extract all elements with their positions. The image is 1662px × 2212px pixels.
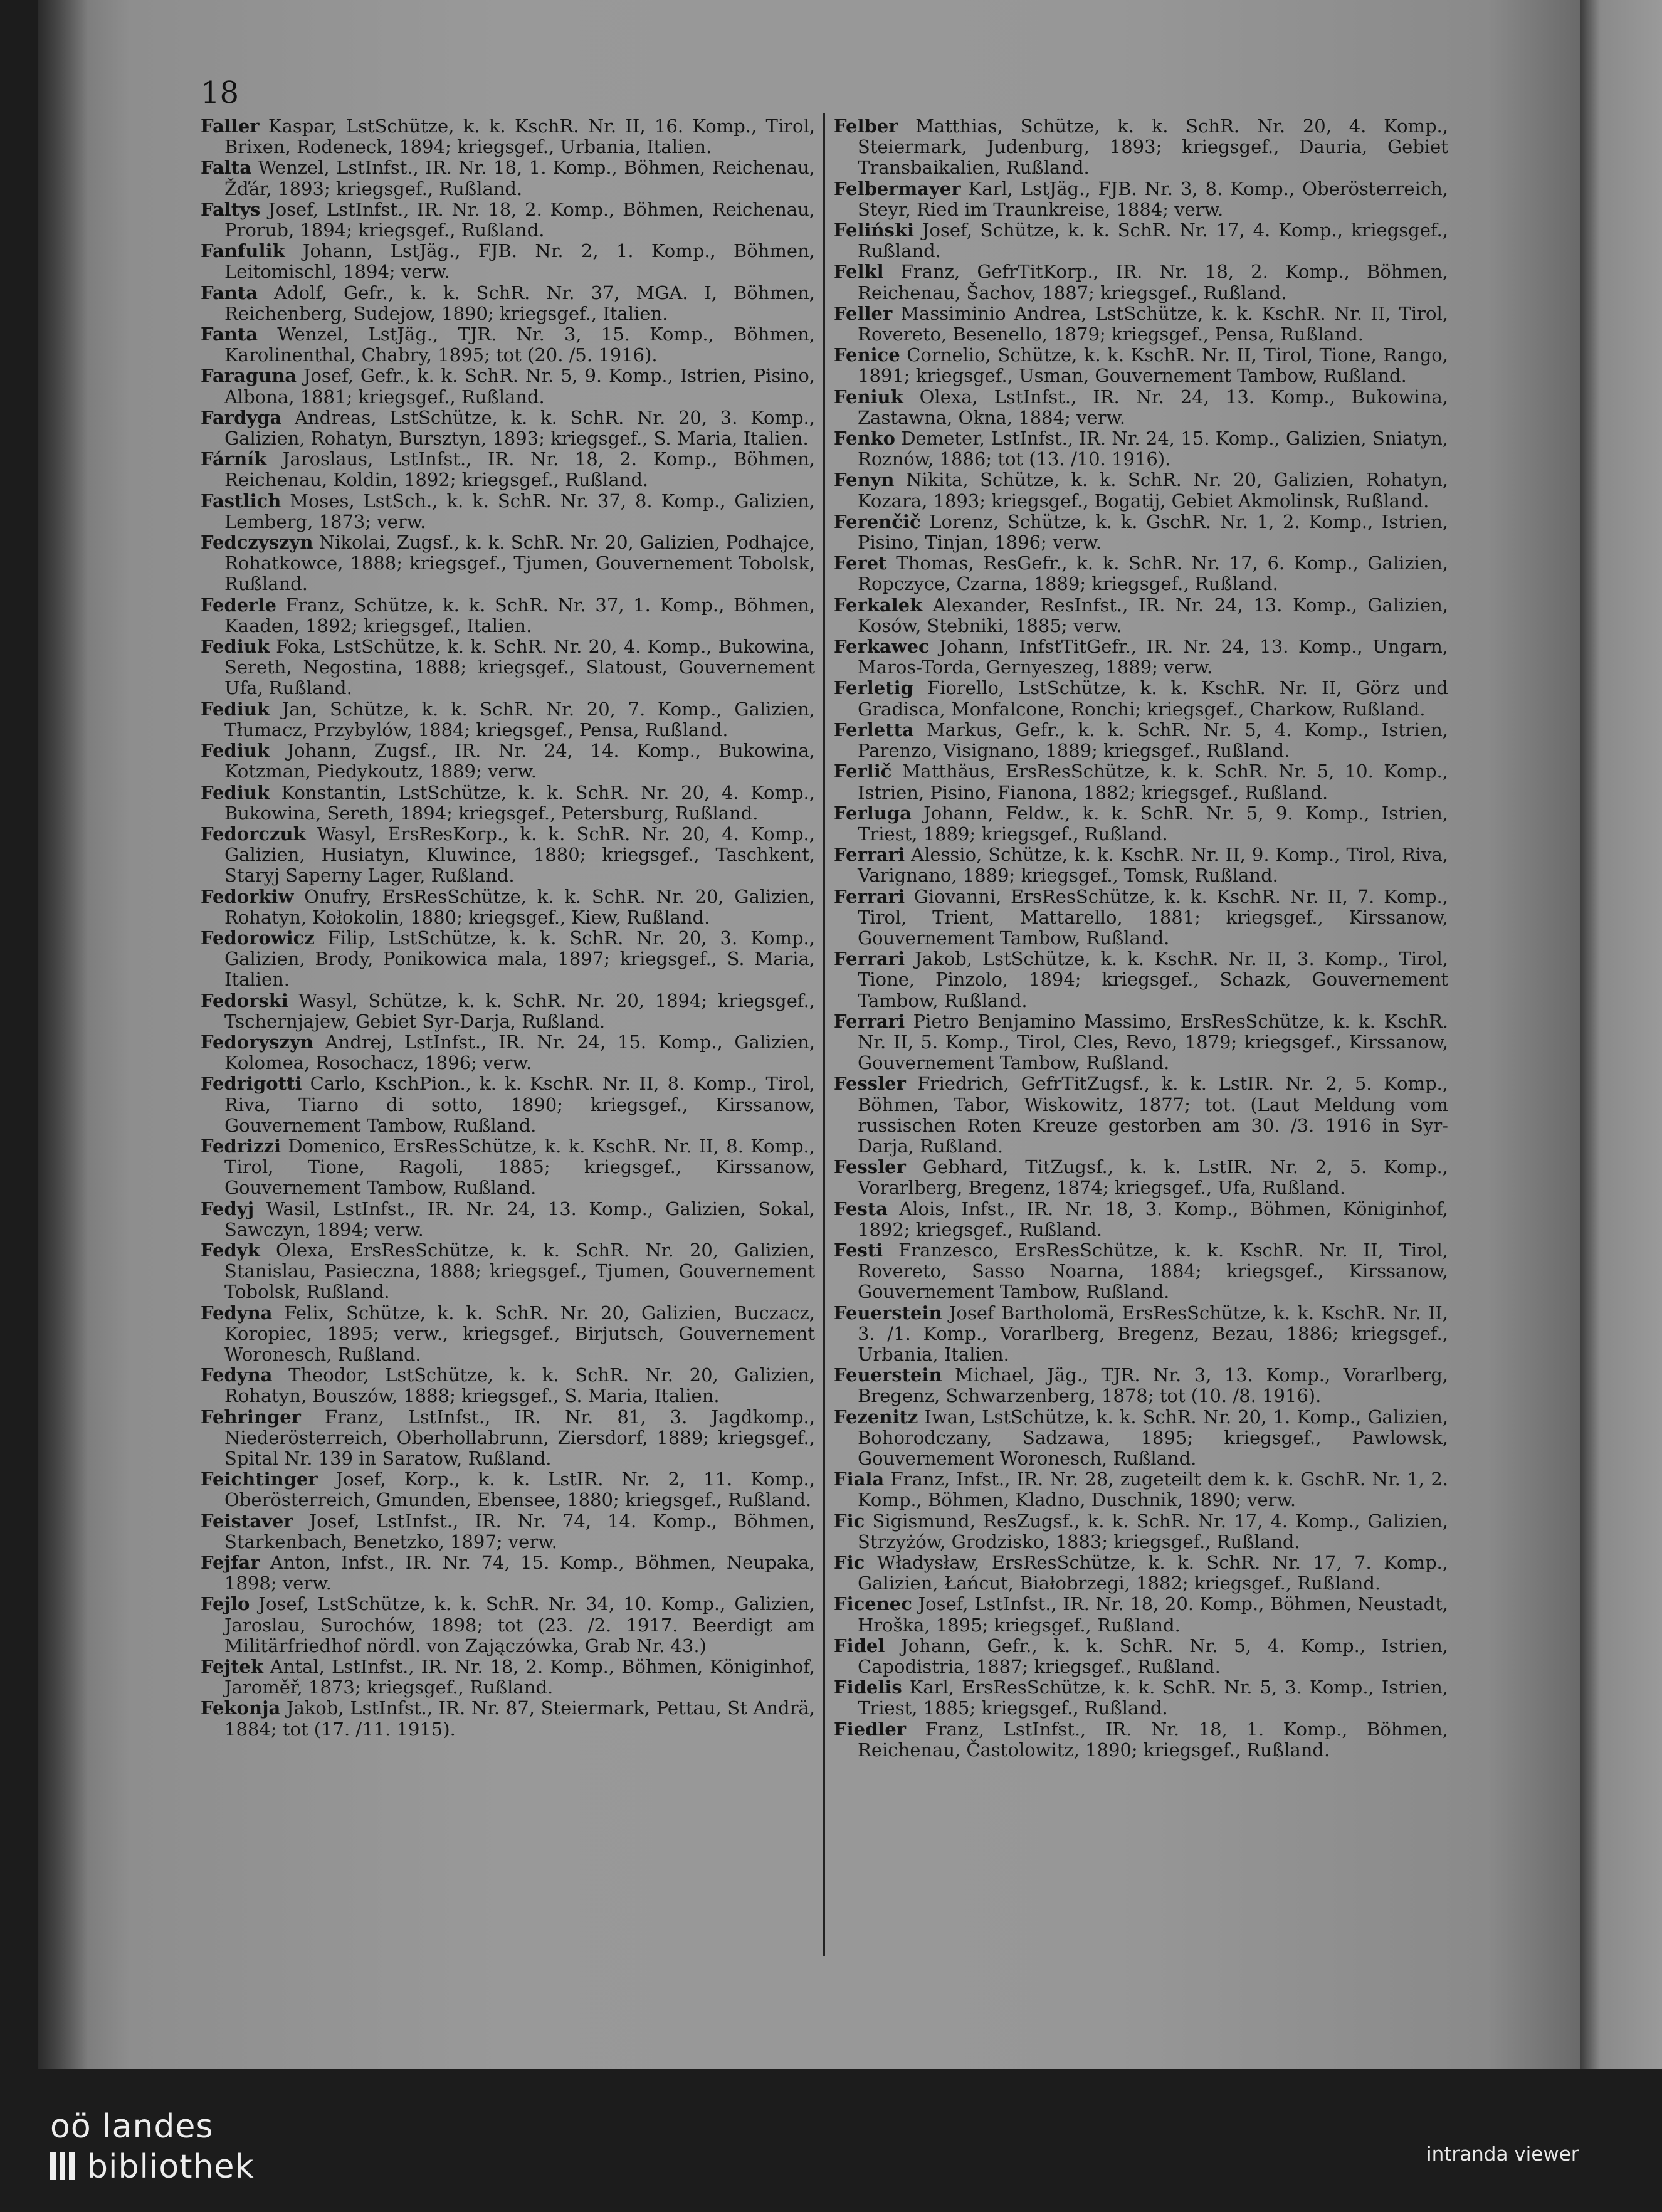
entry-surname: Ferlič xyxy=(834,761,892,782)
entry-surname: Fessler xyxy=(834,1156,906,1178)
entry-surname: Fekonja xyxy=(201,1697,281,1719)
entry-details: Josef, LstInfst., IR. Nr. 18, 2. Komp., Böhmen, Reichenau, Prorub, 1894; kriegsgef., Rußland. xyxy=(224,198,815,241)
register-entry xyxy=(834,1365,1448,1406)
entry-surname: Fenice xyxy=(834,344,900,366)
register-entry xyxy=(834,636,1448,678)
entry-details: Johann, InfstTitGefr., IR. Nr. 24, 13. Komp., Ungarn, Maros-Torda, Gernyeszeg, 1889; verw. xyxy=(858,636,1448,678)
register-entry xyxy=(834,553,1448,594)
entry-details: Alois, Infst., IR. Nr. 18, 3. Komp., Böhmen, Königinhof, 1892; kriegsgef., Rußland. xyxy=(858,1198,1448,1240)
logo-bars-icon xyxy=(50,2147,78,2187)
register-entry xyxy=(201,928,815,991)
entry-details: Felix, Schütze, k. k. SchR. Nr. 20, Galizien, Buczacz, Koropiec, 1895; verw., kriegsgef., Birjutsch, Gouvernement Woronesch, Rußland. xyxy=(224,1302,815,1365)
entry-details: Franz, LstInfst., IR. Nr. 81, 3. Jagdkomp., Niederösterreich, Oberhollabrunn, Ziersdorf, 1889; kriegsgef., Spital Nr. 139 in Saratow, Rußland. xyxy=(224,1406,815,1469)
logo-text-line1: oö landes xyxy=(50,2108,214,2146)
entry-details: Jan, Schütze, k. k. SchR. Nr. 20, 7. Komp., Galizien, Tłumacz, Przybylów, 1884; kriegsgef., Pensa, Rußland. xyxy=(224,698,815,740)
register-entry xyxy=(201,199,815,241)
entry-details: Jakob, LstInfst., IR. Nr. 87, Steiermark, Pettau, St Andrä, 1884; tot (17. /11. 1915). xyxy=(224,1697,815,1740)
register-entry xyxy=(201,1511,815,1552)
entry-surname: Felkl xyxy=(834,261,884,283)
entry-details: Fiorello, LstSchütze, k. k. KschR. Nr. II, Görz und Gradisca, Monfalcone, Ronchi; kriegsgef., Charkow, Rußland. xyxy=(858,677,1448,720)
register-entry xyxy=(834,220,1448,261)
register-entry xyxy=(834,303,1448,345)
register-entry xyxy=(834,595,1448,636)
register-entry xyxy=(834,1240,1448,1303)
entry-details: Konstantin, LstSchütze, k. k. SchR. Nr. 20, 4. Komp., Bukowina, Sereth, 1894; kriegsgef., Petersburg, Rußland. xyxy=(224,781,815,824)
entry-surname: Felbermayer xyxy=(834,177,961,199)
entry-surname: Fiala xyxy=(834,1468,885,1490)
entry-details: Wenzel, LstJäg., TJR. Nr. 3, 15. Komp., Böhmen, Karolinenthal, Chabry, 1895; tot (20. /5. 1916). xyxy=(224,324,815,366)
entry-details: Johann, Feldw., k. k. SchR. Nr. 5, 9. Komp., Istrien, Triest, 1889; kriegsgef., Rußland. xyxy=(858,802,1448,845)
entry-surname: Festa xyxy=(834,1198,888,1219)
entry-surname: Fedczyszyn xyxy=(201,532,313,554)
entry-details: Andreas, LstSchütze, k. k. SchR. Nr. 20, 3. Komp., Galizien, Rohatyn, Bursztyn, 1893; kriegsgef., S. Maria, Italien. xyxy=(224,406,815,450)
entry-details: Jaroslaus, LstInfst., IR. Nr. 18, 2. Komp., Böhmen, Reichenau, Koldin, 1892; kriegsgef., Rußland. xyxy=(224,448,815,491)
register-entry xyxy=(201,1199,815,1240)
register-entry xyxy=(201,116,815,157)
entry-surname: Fedyk xyxy=(201,1239,260,1261)
entry-surname: Ferkalek xyxy=(834,594,923,616)
entry-details: Wasyl, Schütze, k. k. SchR. Nr. 20, 1894; kriegsgef., Tschernjajew, Gebiet Syr-Darja, Rußland. xyxy=(224,989,815,1032)
entry-details: Nikolai, Zugsf., k. k. SchR. Nr. 20, Galizien, Podhajce, Rohatkowce, 1888; kriegsgef., Tjumen, Gouvernement Tobolsk, Rußland. xyxy=(224,532,815,595)
entry-surname: Ferrari xyxy=(834,1010,905,1032)
entry-surname: Ferkawec xyxy=(834,636,930,658)
entry-surname: Felber xyxy=(834,115,898,137)
entry-details: Josef, Gefr., k. k. SchR. Nr. 5, 9. Komp., Istrien, Pisino, Albona, 1881; kriegsgef., Rußland. xyxy=(224,365,815,408)
entry-details: Franz, Schütze, k. k. SchR. Nr. 37, 1. Komp., Böhmen, Kaaden, 1892; kriegsgef., Italien. xyxy=(224,594,815,636)
register-entry xyxy=(201,1240,815,1303)
entry-details: Josef, LstSchütze, k. k. SchR. Nr. 34, 10. Komp., Galizien, Jaroslau, Surochów, 1898; tot (23. /2. 1917. Beerdigt am Militärfriedhof nördl. von Zajączówka, Grab Nr. 43.) xyxy=(224,1593,815,1656)
entry-details: Thomas, ResGefr., k. k. SchR. Nr. 17, 6. Komp., Galizien, Ropczyce, Czarna, 1889; kriegsgef., Rußland. xyxy=(858,552,1448,595)
entry-surname: Feistaver xyxy=(201,1510,293,1532)
entry-details: Iwan, LstSchütze, k. k. SchR. Nr. 20, 1. Komp., Galizien, Bohorodczany, Sadzawa, 1895; kriegsgef., Pawlowsk, Gouvernement Woronesch, Rußland. xyxy=(858,1406,1448,1469)
entry-details: Michael, Jäg., TJR. Nr. 3, 13. Komp., Vorarlberg, Bregenz, Schwarzenberg, 1878; tot (10. /8. 1916). xyxy=(858,1364,1448,1407)
register-entry xyxy=(834,720,1448,761)
entry-details: Sigismund, ResZugsf., k. k. SchR. Nr. 17, 4. Komp., Galizien, Strzyżów, Grodzisko, 1883; kriegsgef., Rußland. xyxy=(858,1510,1448,1552)
entry-surname: Fidelis xyxy=(834,1677,902,1698)
register-entry xyxy=(201,991,815,1032)
entry-surname: Fediuk xyxy=(201,636,270,658)
entry-surname: Ferletta xyxy=(834,719,914,740)
register-entry xyxy=(834,387,1448,428)
register-entry xyxy=(201,1032,815,1073)
register-entry xyxy=(201,241,815,282)
entry-surname: Fediuk xyxy=(201,698,270,720)
register-entry xyxy=(201,1136,815,1199)
register-entry xyxy=(834,428,1448,470)
entry-surname: Fiedler xyxy=(834,1718,907,1740)
entry-details: Massiminio Andrea, LstSchütze, k. k. KschR. Nr. II, Tirol, Rovereto, Besenello, 1879; kriegsgef., Pensa, Rußland. xyxy=(858,302,1448,345)
entry-details: Wasyl, ErsResKorp., k. k. SchR. Nr. 20, 4. Komp., Galizien, Husiatyn, Kluwince, 1880; kriegsgef., Taschkent, Staryj Saperny Lager, Rußland. xyxy=(224,823,815,887)
entry-details: Franz, GefrTitKorp., IR. Nr. 18, 2. Komp., Böhmen, Reichenau, Šachov, 1887; kriegsgef., Rußland. xyxy=(858,261,1448,303)
entry-details: Foka, LstSchütze, k. k. SchR. Nr. 20, 4. Komp., Bukowina, Sereth, Negostina, 1888; kriegsgef., Slatoust, Gouvernement Ufa, Rußland. xyxy=(224,636,815,699)
entry-details: Nikita, Schütze, k. k. SchR. Nr. 20, Galizien, Rohatyn, Kozara, 1893; kriegsgef., Bogatij, Gebiet Akmolinsk, Rußland. xyxy=(858,469,1448,512)
entry-details: Alessio, Schütze, k. k. KschR. Nr. II, 9. Komp., Tirol, Riva, Varignano, 1889; kriegsgef., Tomsk, Rußland. xyxy=(858,844,1448,887)
logo-text-line2: bibliothek xyxy=(87,2148,255,2186)
entry-details: Josef, Korp., k. k. LstIR. Nr. 2, 11. Komp., Oberösterreich, Gmunden, Ebensee, 1880; kriegsgef., Rußland. xyxy=(224,1468,815,1511)
entry-surname: Ferrari xyxy=(834,885,905,907)
entry-details: Jakob, LstSchütze, k. k. KschR. Nr. II, 3. Komp., Tirol, Tione, Pinzolo, 1894; kriegsgef., Schazk, Gouvernement Tambow, Rußland. xyxy=(858,948,1448,1011)
entry-details: Josef, Schütze, k. k. SchR. Nr. 17, 4. Komp., kriegsgef., Rußland. xyxy=(858,219,1448,262)
entry-details: Adolf, Gefr., k. k. SchR. Nr. 37, MGA. I, Böhmen, Reichenberg, Sudejow, 1890; kriegsgef., Italien. xyxy=(224,282,815,324)
entry-details: Onufry, ErsResSchütze, k. k. SchR. Nr. 20, Galizien, Rohatyn, Kołokolin, 1880; kriegsgef., Kiew, Rußland. xyxy=(224,885,815,928)
entry-details: Franz, Infst., IR. Nr. 28, zugeteilt dem k. k. GschR. Nr. 1, 2. Komp., Böhmen, Kladno, Duschnik, 1890; verw. xyxy=(858,1468,1448,1511)
entry-details: Pietro Benjamino Massimo, ErsResSchütze, k. k. KschR. Nr. II, 5. Komp., Tirol, Cles, Revo, 1879; kriegsgef., Kirssanow, Gouvernement Tambow, Rußland. xyxy=(858,1010,1448,1074)
entry-details: Carlo, KschPion., k. k. KschR. Nr. II, 8. Komp., Tirol, Riva, Tiarno di sotto, 1890; kriegsgef., Kirssanow, Gouvernement Tambow, Rußland. xyxy=(224,1073,815,1136)
entry-details: Franzesco, ErsResSchütze, k. k. KschR. Nr. II, Tirol, Rovereto, Sasso Noarna, 1884; kriegsgef., Kirssanow, Gouvernement Tambow, Rußland. xyxy=(858,1239,1448,1303)
entry-surname: Fedorkiw xyxy=(201,885,294,907)
entry-details: Franz, LstInfst., IR. Nr. 18, 1. Komp., Böhmen, Reichenau, Častolowitz, 1890; kriegsgef., Rußland. xyxy=(858,1718,1448,1761)
viewer-brand-label: intranda viewer xyxy=(1426,2143,1579,2166)
entry-surname: Fejlo xyxy=(201,1593,250,1615)
entry-details: Olexa, ErsResSchütze, k. k. SchR. Nr. 20, Galizien, Stanislau, Pasieczna, 1888; kriegsgef., Tjumen, Gouvernement Tobolsk, Rußland. xyxy=(224,1239,815,1303)
register-entry xyxy=(834,1719,1448,1761)
entry-details: Johann, Zugsf., IR. Nr. 24, 14. Komp., Bukowina, Kotzman, Piedykoutz, 1889; verw. xyxy=(224,740,815,782)
entry-surname: Ferletig xyxy=(834,677,913,699)
register-entry xyxy=(201,1073,815,1136)
entry-surname: Fedorski xyxy=(201,989,288,1011)
entry-surname: Fidel xyxy=(834,1635,885,1656)
adjacent-page-edge xyxy=(1580,0,1662,2069)
register-entry xyxy=(201,824,815,887)
entry-details: Gebhard, TitZugsf., k. k. LstIR. Nr. 2, 5. Komp., Vorarlberg, Bregenz, 1874; kriegsgef., Ufa, Rußland. xyxy=(858,1156,1448,1199)
entry-surname: Fedyj xyxy=(201,1198,255,1219)
entry-details: Cornelio, Schütze, k. k. KschR. Nr. II, Tirol, Tione, Rango, 1891; kriegsgef., Usman, Gouvernement Tambow, Rußland. xyxy=(858,344,1448,387)
register-entry xyxy=(834,1199,1448,1240)
entry-details: Moses, LstSch., k. k. SchR. Nr. 37, 8. Komp., Galizien, Lemberg, 1873; verw. xyxy=(224,490,815,532)
entry-surname: Fanta xyxy=(201,282,258,303)
entry-surname: Fedorczuk xyxy=(201,823,306,845)
entry-surname: Fedorowicz xyxy=(201,927,315,949)
entry-surname: Ferrari xyxy=(834,948,905,970)
register-entry xyxy=(834,1303,1448,1366)
register-entry xyxy=(201,157,815,199)
register-entry xyxy=(834,678,1448,719)
entry-surname: Fenko xyxy=(834,428,895,450)
entry-surname: Festi xyxy=(834,1239,883,1261)
register-entry xyxy=(834,1073,1448,1157)
entry-surname: Feliński xyxy=(834,219,915,241)
entry-surname: Ferrari xyxy=(834,844,905,866)
entry-surname: Faller xyxy=(201,115,260,137)
entry-details: Filip, LstSchütze, k. k. SchR. Nr. 20, 3. Komp., Galizien, Brody, Ponikowica mala, 1897; kriegsgef., S. Maria, Italien. xyxy=(224,927,815,991)
register-entry xyxy=(201,449,815,490)
page-number: 18 xyxy=(201,75,239,110)
register-entry xyxy=(834,1511,1448,1552)
register-entry xyxy=(834,1677,1448,1719)
register-entry xyxy=(834,1636,1448,1677)
register-entry xyxy=(834,1011,1448,1074)
entry-surname: Faltys xyxy=(201,198,261,220)
right-column xyxy=(834,116,1448,1761)
entry-surname: Fanta xyxy=(201,324,258,345)
entry-surname: Ficenec xyxy=(834,1593,912,1615)
entry-details: Anton, Infst., IR. Nr. 74, 15. Komp., Böhmen, Neupaka, 1898; verw. xyxy=(224,1552,815,1594)
entry-surname: Falta xyxy=(201,157,251,179)
register-entry xyxy=(834,1552,1448,1594)
register-entry xyxy=(201,324,815,366)
register-entry xyxy=(834,1469,1448,1510)
register-entry xyxy=(201,887,815,928)
library-logo[interactable] xyxy=(50,2107,255,2187)
register-entry xyxy=(834,512,1448,553)
entry-surname: Fejtek xyxy=(201,1656,263,1678)
left-column xyxy=(201,116,815,1740)
entry-details: Josef, LstInfst., IR. Nr. 18, 20. Komp., Böhmen, Neustadt, Hroška, 1895; kriegsgef., Rußland. xyxy=(858,1593,1448,1636)
register-entry xyxy=(201,1656,815,1698)
entry-details: Karl, ErsResSchütze, k. k. SchR. Nr. 5, 3. Komp., Istrien, Triest, 1885; kriegsgef., Rußland. xyxy=(858,1677,1448,1719)
entry-surname: Fedoryszyn xyxy=(201,1031,313,1053)
register-entry xyxy=(834,887,1448,949)
register-entry xyxy=(834,470,1448,511)
entry-surname: Fárník xyxy=(201,448,267,470)
register-entry xyxy=(834,261,1448,303)
register-entry xyxy=(201,491,815,532)
register-entry xyxy=(834,845,1448,886)
entry-details: Johann, LstJäg., FJB. Nr. 2, 1. Komp., Böhmen, Leitomischl, 1894; verw. xyxy=(224,240,815,283)
entry-details: Olexa, LstInfst., IR. Nr. 24, 13. Komp., Bukowina, Zastawna, Okna, 1884; verw. xyxy=(858,386,1448,428)
register-entry xyxy=(201,636,815,699)
register-entry xyxy=(201,1407,815,1470)
entry-surname: Faraguna xyxy=(201,365,297,387)
entry-surname: Fic xyxy=(834,1552,865,1574)
entry-surname: Fejfar xyxy=(201,1552,260,1574)
entry-surname: Feuerstein xyxy=(834,1302,942,1324)
entry-details: Johann, Gefr., k. k. SchR. Nr. 5, 4. Komp., Istrien, Capodistria, 1887; kriegsgef., Rußland. xyxy=(858,1635,1448,1678)
entry-details: Karl, LstJäg., FJB. Nr. 3, 8. Komp., Oberösterreich, Steyr, Ried im Traunkreise, 1884; verw. xyxy=(858,177,1448,220)
register-entry xyxy=(201,532,815,595)
entry-surname: Fenyn xyxy=(834,469,895,491)
entry-surname: Ferenčič xyxy=(834,510,921,532)
entry-surname: Feniuk xyxy=(834,386,903,408)
register-entry xyxy=(834,345,1448,386)
register-entry xyxy=(834,1407,1448,1470)
entry-details: Domenico, ErsResSchütze, k. k. KschR. Nr. II, 8. Komp., Tirol, Tione, Ragoli, 1885; kriegsgef., Kirssanow, Gouvernement Tambow, Rußland. xyxy=(224,1135,815,1199)
page-gutter-shadow xyxy=(38,0,88,2069)
entry-details: Władysław, ErsResSchütze, k. k. SchR. Nr. 17, 7. Komp., Galizien, Łańcut, Białobrzegi, 1882; kriegsgef., Rußland. xyxy=(858,1552,1448,1594)
entry-surname: Feret xyxy=(834,552,887,574)
register-entry xyxy=(201,1552,815,1594)
register-entry xyxy=(201,1594,815,1656)
entry-surname: Fezenitz xyxy=(834,1406,918,1428)
entry-details: Antal, LstInfst., IR. Nr. 18, 2. Komp., Böhmen, Königinhof, Jaroměř, 1873; kriegsgef., Rußland. xyxy=(224,1656,815,1698)
entry-surname: Federle xyxy=(201,594,276,616)
register-entry xyxy=(201,1698,815,1739)
entry-details: Matthias, Schütze, k. k. SchR. Nr. 20, 4. Komp., Steiermark, Judenburg, 1893; kriegsgef., Dauria, Gebiet Transbaikalien, Rußland. xyxy=(858,115,1448,179)
register-entry xyxy=(201,1469,815,1510)
register-entry xyxy=(834,179,1448,220)
register-entry xyxy=(201,699,815,740)
entry-surname: Fedrigotti xyxy=(201,1073,302,1095)
entry-details: Josef, LstInfst., IR. Nr. 74, 14. Komp., Böhmen, Starkenbach, Benetzko, 1897; verw. xyxy=(224,1510,815,1552)
register-entry xyxy=(834,1594,1448,1635)
entry-surname: Fediuk xyxy=(201,740,270,762)
entry-surname: Fedrizzi xyxy=(201,1135,281,1157)
entry-surname: Ferluga xyxy=(834,802,912,824)
entry-details: Matthäus, ErsResSchütze, k. k. SchR. Nr. 5, 10. Komp., Istrien, Pisino, Fianona, 1882; kriegsgef., Rußland. xyxy=(858,761,1448,803)
entry-surname: Fedyna xyxy=(201,1364,273,1386)
entry-details: Markus, Gefr., k. k. SchR. Nr. 5, 4. Komp., Istrien, Parenzo, Visignano, 1889; kriegsgef., Rußland. xyxy=(858,719,1448,762)
entry-details: Josef Bartholomä, ErsResSchütze, k. k. KschR. Nr. II, 3. /1. Komp., Vorarlberg, Bregenz, Bezau, 1886; kriegsgef., Urbania, Italien. xyxy=(858,1302,1448,1365)
register-entry xyxy=(834,1157,1448,1198)
entry-surname: Fanfulik xyxy=(201,240,285,262)
entry-details: Andrej, LstInfst., IR. Nr. 24, 15. Komp., Galizien, Kolomea, Rosochacz, 1896; verw. xyxy=(224,1031,815,1074)
register-entry xyxy=(201,782,815,824)
register-entry xyxy=(834,116,1448,179)
entry-surname: Fehringer xyxy=(201,1406,301,1428)
entry-surname: Fic xyxy=(834,1510,865,1532)
register-entry xyxy=(201,283,815,324)
register-entry xyxy=(834,761,1448,803)
entry-surname: Feuerstein xyxy=(834,1364,942,1386)
register-entry xyxy=(201,408,815,449)
entry-details: Wasil, LstInfst., IR. Nr. 24, 13. Komp., Galizien, Sokal, Sawczyn, 1894; verw. xyxy=(224,1198,815,1240)
register-entry xyxy=(834,803,1448,845)
entry-details: Theodor, LstSchütze, k. k. SchR. Nr. 20, Galizien, Rohatyn, Bouszów, 1888; kriegsgef., S. Maria, Italien. xyxy=(224,1364,815,1407)
entry-details: Alexander, ResInfst., IR. Nr. 24, 13. Komp., Galizien, Kosów, Stebniki, 1885; verw. xyxy=(858,594,1448,636)
entry-details: Kaspar, LstSchütze, k. k. KschR. Nr. II, 16. Komp., Tirol, Brixen, Rodeneck, 1894; kriegsgef., Urbania, Italien. xyxy=(224,115,815,158)
entry-details: Lorenz, Schütze, k. k. GschR. Nr. 1, 2. Komp., Istrien, Pisino, Tinjan, 1896; verw. xyxy=(858,510,1448,554)
entry-surname: Fardyga xyxy=(201,406,282,428)
entry-details: Giovanni, ErsResSchütze, k. k. KschR. Nr. II, 7. Komp., Tirol, Trient, Mattarello, 1881; kriegsgef., Kirssanow, Gouvernement Tambow, Rußland. xyxy=(858,885,1448,949)
column-divider xyxy=(823,113,825,1956)
entry-surname: Fessler xyxy=(834,1073,906,1095)
entry-details: Wenzel, LstInfst., IR. Nr. 18, 1. Komp., Böhmen, Reichenau, Žďár, 1893; kriegsgef., Rußland. xyxy=(224,157,815,199)
register-entry xyxy=(201,595,815,636)
entry-surname: Feller xyxy=(834,302,893,324)
register-entry xyxy=(201,1303,815,1366)
entry-surname: Feichtinger xyxy=(201,1468,318,1490)
entry-surname: Fediuk xyxy=(201,781,270,803)
register-entry xyxy=(201,1365,815,1406)
entry-details: Demeter, LstInfst., IR. Nr. 24, 15. Komp., Galizien, Sniatyn, Roznów, 1886; tot (13. /10. 1916). xyxy=(858,428,1448,470)
register-entry xyxy=(201,366,815,407)
entry-surname: Fastlich xyxy=(201,490,281,512)
register-entry xyxy=(834,949,1448,1011)
entry-details: Friedrich, GefrTitZugsf., k. k. LstIR. Nr. 2, 5. Komp., Böhmen, Tabor, Wiskowitz, 1877; tot. (Laut Meldung vom russischen Roten Kreuze gestorben am 30. /3. 1916 in Syr-Darja, Rußland. xyxy=(858,1073,1448,1157)
entry-surname: Fedyna xyxy=(201,1302,273,1324)
register-entry xyxy=(201,740,815,782)
